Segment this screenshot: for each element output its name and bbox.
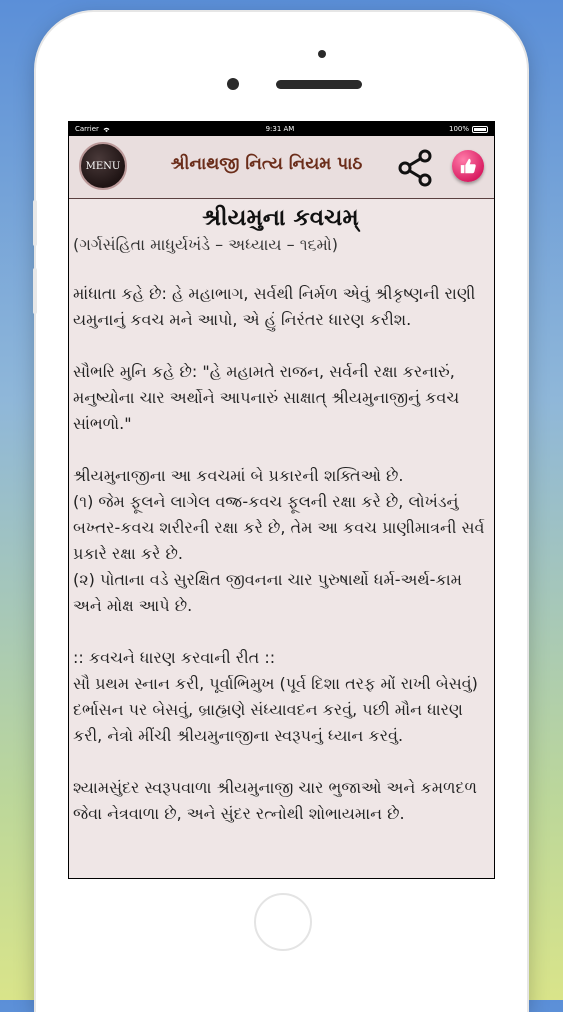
paragraph: શ્રીયમુનાજીના આ કવચમાં બે પ્રકારની શક્તિઓ છે.	[73, 466, 404, 485]
wifi-icon	[102, 126, 111, 133]
proximity-sensor	[318, 50, 326, 58]
app-header	[69, 136, 494, 199]
article-content	[69, 199, 494, 878]
volume-button	[33, 268, 37, 314]
paragraph: (૧) જેમ ફૂલને લાગેલ વજ્ર-કવચ ફૂલની રક્ષા કરે છે, લોખંડનું બખ્તર-કવચ શરીરની રક્ષા કરે છે, તેમ આ કવચ પ્રાણીમાત્રની સર્વ પ્રકારે રક્ષા કરે છે.	[73, 492, 485, 563]
home-button[interactable]	[254, 893, 312, 951]
paragraph: (૨) પોતાના વડે સુરક્ષિત જીવનના ચાર પુરુષાર્થો ધર્મ-અર્થ-કામ અને મોક્ષ આપે છે.	[73, 570, 462, 615]
app-title: શ્રીનાથજી નિત્ય નિયમ પાઠ	[170, 154, 363, 174]
battery-icon	[472, 126, 488, 133]
paragraph: સૌભરિ મુનિ કહે છે: "હે મહામતે રાજન, સર્વની રક્ષા કરનારું, મનુષ્યોના ચાર અર્થોને આપનારું સાક્ષાત્ શ્રીયમુનાજીનું કવચ સાંભળો."	[73, 362, 460, 433]
article-subtitle: (ગર્ગસંહિતા માધુર્યખંડે – અધ્યાય – ૧૬મો)	[73, 235, 339, 254]
earpiece-speaker	[276, 80, 362, 89]
paragraph: માંધાતા કહે છે: હે મહાભાગ, સર્વથી નિર્મળ એવું શ્રીકૃષ્ણની રાણી યમુનાનું કવચ મને આપો, એ હું નિરંતર ધારણ કરીશ.	[73, 284, 476, 329]
paragraph: સૌ પ્રથમ સ્નાન કરી, પૂર્વાભિમુખ (પૂર્વ દિશા તરફ મોં રાખી બેસવું) દર્ભાસન પર બેસવું, બ્રાહ્મણે સંધ્યાવદન કરવું, પછી મૌન ધારણ કરી, નેત્રો મીંચી શ્રીયમુનાજીના સ્વરૂપનું ધ્યાન કરવું.	[73, 674, 478, 745]
carrier-label: Carrier	[75, 125, 99, 133]
thumbs-up-icon	[459, 157, 477, 175]
volume-button	[33, 200, 37, 246]
article-title: શ્રીયમુના કવચમ્	[202, 205, 359, 231]
status-bar	[69, 122, 494, 136]
status-time: 9:31 AM	[265, 125, 295, 133]
section-heading: :: કવચને ધારણ કરવાની રીત ::	[73, 648, 276, 667]
menu-label: MENU	[85, 160, 121, 172]
share-icon[interactable]	[395, 148, 435, 188]
app-screen	[68, 121, 495, 879]
paragraph: શ્યામસુંદર સ્વરૂપવાળા શ્રીયમુનાજી ચાર ભુજાઓ અને કમળદળ જેવા નેત્રવાળા છે, અને સુંદર રત્નોથી શોભાયમાન છે.	[73, 778, 477, 823]
front-camera	[227, 78, 239, 90]
like-icon[interactable]	[452, 150, 484, 182]
battery-label: 100%	[448, 125, 469, 133]
menu-button[interactable]	[79, 142, 127, 190]
